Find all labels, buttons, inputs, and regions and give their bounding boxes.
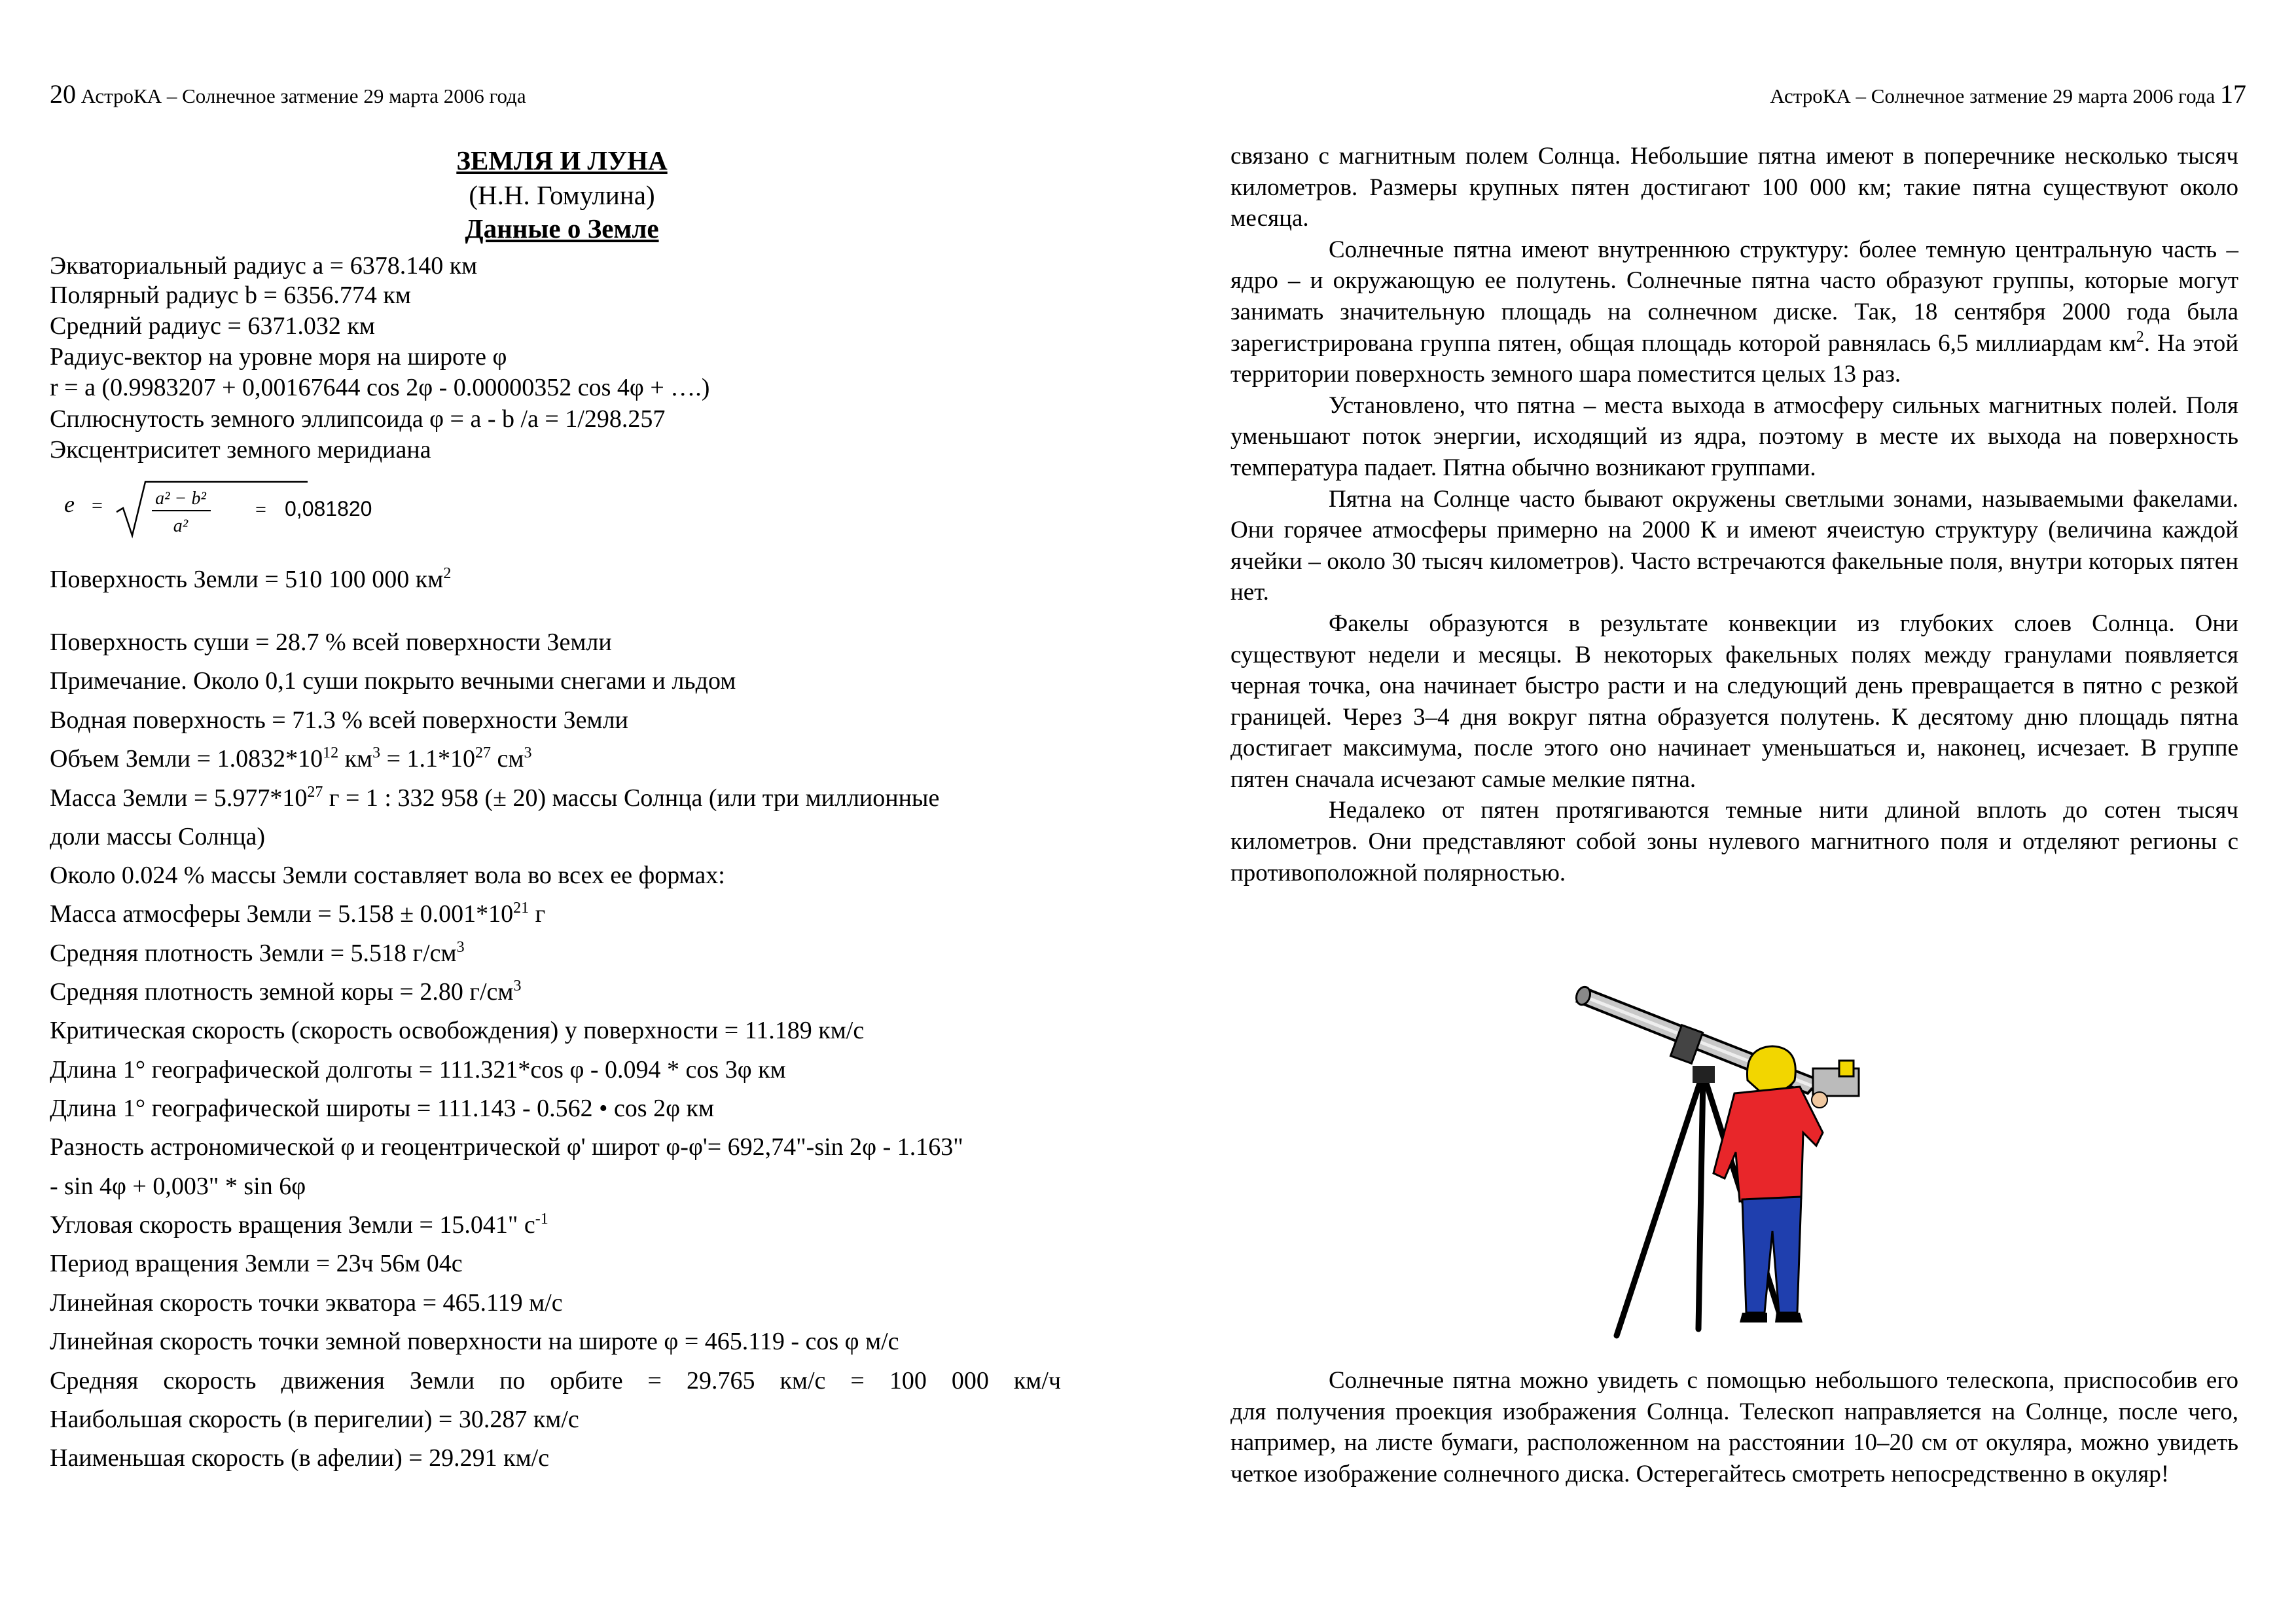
note-snow: Примечание. Около 0,1 суши покрыто вечными снегами и льдом [50,667,736,695]
section-subheading: Данные о Земле [465,213,659,244]
formula-numerator: a² − b² [155,488,206,509]
mean-density: Средняя плотность Земли = 5.518 $г/см^3$ [50,939,465,967]
left-page-header [50,79,526,109]
water-mass: Около 0.024 % массы Земли составляет вола во всех ее формах: [50,862,725,889]
paragraph-1: связано с магнитным полем Солнца. Небольшие пятна имеют в поперечнике несколько тысяч километров. Размеры крупных пятен достигают 100 000 км; такие пятна существуют около месяца. [1230,143,2238,232]
article-title-block [50,142,1074,246]
aphelion-speed: Наименьшая скорость (в афелии) = 29.291 км/с [50,1444,550,1472]
sunspot-text-top [1230,141,2238,888]
hair [1747,1046,1795,1092]
left-page-number: 20 [50,79,76,109]
latitude-difference-cont: - sin 4φ + 0,003" * sin 6φ [50,1173,306,1200]
svg-text:=: = [92,495,103,517]
rotation-period: Период вращения Земли = 23ч 56м 04с [50,1250,463,1277]
radius-vector-formula: r = a (0.9983207 + 0,00167644 cos 2φ - 0.00000352 cos 4φ + ….) [50,374,710,401]
paragraph-2: Солнечные пятна имеют внутреннюю структуру: более темную центральную часть – ядро – и окружающую ее полутень. Солнечные пятна часто образуют группы, которые могут занимать значительную площадь на солнечном диске. Так, 18 сентября 2000 года была зарегистрирована группа пятен, общая площадь которой равнялась 6,5 миллиардам $км^2$. На этой территории поверхность земного шара поместится целых 13 раз. [1230,236,2238,388]
perihelion-speed: Наибольшая скорость (в перигелии) = 30.287 км/с [50,1406,579,1433]
left-header-title: АстроКА – Солнечное затмение 29 марта 2006 года [81,84,526,107]
equatorial-radius: Экваториальный радиус a = 6378.140 км [50,252,478,280]
eccentricity-formula [59,478,425,540]
land-surface: Поверхность суши = 28.7 % всей поверхности Земли [50,629,612,656]
escape-velocity: Критическая скорость (скорость освобождения) у поверхности = 11.189 км/с [50,1017,865,1044]
jacket [1713,1087,1823,1201]
angular-velocity: Угловая скорость вращения Земли = 15.041" $с^{-1}$ [50,1211,548,1239]
formula-denominator: a² [173,516,188,536]
latitude-linear-speed: Линейная скорость точки земной поверхности на широте φ = 465.119 - cos φ м/с [50,1328,899,1355]
formula-result: 0,081820 [285,497,372,520]
mean-radius: Средний радиус = 6371.032 км [50,312,375,340]
latitude-degree-length: Длина 1° географической широты = 111.143 - 0.562 • cos 2φ км [50,1095,715,1122]
latitude-difference: Разность астрономической φ и геоцентрической φ' широт φ-φ'= 692,74"-sin 2φ - 1.163" [50,1133,963,1161]
earth-surface: Поверхность Земли = 510 100 000 $км^2$ [50,565,452,593]
right-header-title: АстроКА – Солнечное затмение 29 марта 2006 года [1770,84,2215,107]
paragraph-7: Солнечные пятна можно увидеть с помощью небольшого телескопа, приспособив его для получения проекция изображения Солнца. Телескоп направляется на Солнце, после чего, например, на листе бумаги, расположенном на расстоянии 10–20 см от окуляра, можно увидеть четкое изображение солнечного диска. Остерегайтесь смотреть непосредственно в окуляр! [1230,1367,2238,1487]
water-surface: Водная поверхность = 71.3 % всей поверхности Земли [50,706,628,734]
equator-linear-speed: Линейная скорость точки экватора = 465.119 м/с [50,1289,563,1317]
right-page-number: 17 [2220,79,2246,109]
longitude-degree-length: Длина 1° географической долготы = 111.321*cos φ - 0.094 * cos 3φ км [50,1056,786,1084]
earth-volume: Объем Земли = $1.0832*10^{12}$ $км^3 = 1.1*10^{27}$ $см^3$ [50,744,532,773]
article-heading: ЗЕМЛЯ И ЛУНА [456,145,668,175]
telescope-observer-illustration [1564,982,1892,1349]
paragraph-5: Факелы образуются в результате конвекции из глубоких слоев Солнца. Они существуют недели и месяцы. В некоторых факельных полях между гранулами появляется черная точка, она начинает быстро расти и на следующий день превращается в пятно с резкой границей. Через 3–4 дня вокруг пятна образуется полутень. К десятому дню площадь пятна достигает максимума, после этого оно начинает уменьшаться и, наконец, исчезает. В группе пятен сначала исчезают самые мелкие пятна. [1230,610,2238,793]
eyepiece [1813,1061,1859,1096]
tripod-head [1693,1066,1715,1083]
paragraph-4: Пятна на Солнце часто бывают окружены светлыми зонами, называемыми факелами. Они горячее атмосферы примерно на 2000 К и имеют ячеистую структуру (величина каждой ячейки – около 30 тысяч километров). Часто встречаются факельные поля, внутри которых пятен нет. [1230,485,2238,606]
crust-density: Средняя плотность земной коры = 2.80 $г/см^3$ [50,977,522,1006]
paragraph-3: Установлено, что пятна – места выхода в атмосферу сильных магнитных полей. Поля уменьшают поток энергии, исходящий из ядра, поэтому в месте их выхода на поверхность температура падает. Пятна обычно возникают группами. [1230,392,2238,481]
earth-mass: Масса Земли = $5.977*10^{27}$ г = 1 : 332 958 (± 20) массы Солнца (или три миллионные [50,784,940,812]
hand [1812,1092,1827,1108]
orbital-speed: Средняя скорость движения Земли по орбите = 29.765 км/с = 100 000 км/ч [50,1367,1061,1395]
flattening: Сплюснутость земного эллипсоида φ = a - b /a = 1/298.257 [50,405,666,433]
paragraph-6: Недалеко от пятен протягиваются темные нити длиной вплоть до сотен тысяч километров. Они представляют собой зоны нулевого магнитного поля и отделяют регионы с противоположной полярностью. [1230,797,2238,886]
sunspot-text-bottom [1230,1365,2238,1489]
polar-radius: Полярный радиус b = 6356.774 км [50,282,411,309]
svg-text:=: = [255,499,266,520]
article-author: (Н.Н. Гомулина) [469,180,655,210]
atmosphere-mass: Масса атмосферы Земли = $5.158 \pm 0.001*10^{21}$ г [50,900,546,928]
earth-mass-cont: доли массы Солнца) [50,823,266,850]
eccentricity-label: Эксцентриситет земного меридиана [50,436,431,464]
radius-vector-label: Радиус-вектор на уровне моря на широте φ [50,343,507,371]
right-page-header [1770,79,2246,109]
formula-lhs: e [64,491,75,517]
